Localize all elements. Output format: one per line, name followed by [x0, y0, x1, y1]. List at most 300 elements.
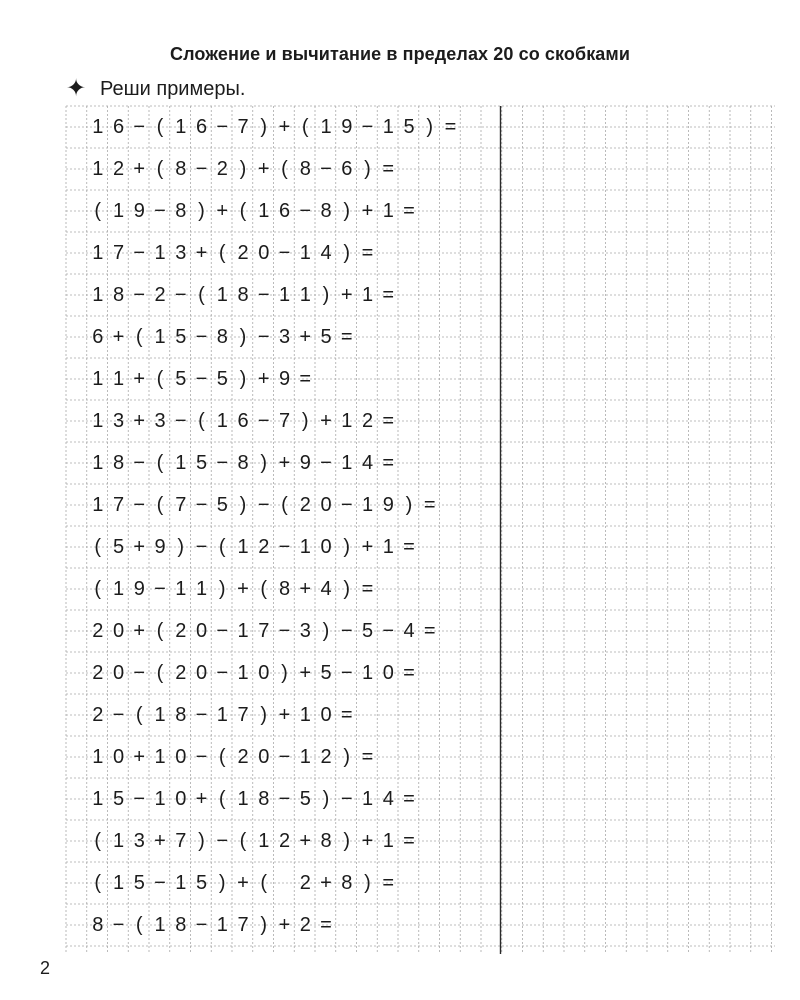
example-symbol: 5 — [112, 788, 125, 810]
example-symbol: − — [133, 494, 146, 516]
example-symbol: 2 — [299, 914, 311, 936]
example-symbol: ( — [239, 830, 247, 852]
example-symbol: 8 — [341, 872, 353, 894]
example-symbol: ( — [156, 368, 164, 390]
example-symbol: ) — [343, 200, 351, 222]
example-row — [0, 316, 800, 358]
example-symbol: 1 — [195, 578, 208, 600]
example-symbol: 2 — [320, 746, 332, 768]
example-symbol: 1 — [92, 242, 104, 264]
example-symbol: − — [257, 410, 270, 432]
example-symbol: − — [216, 662, 229, 684]
example-symbol: 6 — [195, 116, 208, 138]
example-symbol: − — [195, 326, 208, 348]
example-symbol: 2 — [278, 830, 291, 852]
example-symbol: 3 — [112, 410, 125, 432]
example-symbol: − — [340, 620, 353, 642]
example-symbol: = — [340, 326, 353, 348]
example-symbol: 2 — [299, 494, 311, 516]
example-symbol: + — [133, 368, 146, 390]
example-symbol: − — [174, 410, 187, 432]
example-symbol: ( — [260, 578, 268, 600]
example-symbol: 1 — [216, 284, 228, 306]
example-symbol: 2 — [112, 158, 125, 180]
example-symbol: 1 — [258, 200, 270, 222]
example-symbol: 0 — [112, 746, 125, 768]
example-symbol: = — [423, 620, 436, 642]
example-symbol: ) — [343, 242, 351, 264]
example-symbol: 3 — [278, 326, 291, 348]
example-symbol: 1 — [382, 830, 394, 852]
example-symbol: ) — [343, 746, 351, 768]
example-symbol: + — [278, 116, 291, 138]
example-row — [0, 652, 800, 694]
example-symbol — [274, 862, 295, 904]
example-symbol: − — [133, 116, 146, 138]
example-row — [0, 442, 800, 484]
example-symbol: 0 — [382, 662, 394, 684]
example-symbol: − — [340, 494, 353, 516]
example-symbol: 5 — [299, 788, 311, 810]
example-symbol: 8 — [320, 200, 332, 222]
example-symbol: 4 — [320, 242, 332, 264]
example-symbol: 2 — [175, 620, 187, 642]
example-symbol: 8 — [112, 452, 125, 474]
example-symbol: − — [133, 242, 146, 264]
example-symbol: 7 — [258, 620, 270, 642]
example-symbol: 1 — [92, 452, 104, 474]
example-symbol: ) — [260, 116, 268, 138]
example-symbol: 2 — [92, 620, 104, 642]
example-symbol: 0 — [195, 662, 208, 684]
example-symbol: 1 — [92, 494, 104, 516]
page-number: 2 — [40, 958, 51, 978]
example-symbol: = — [382, 452, 395, 474]
example-symbol: = — [444, 116, 457, 138]
example-symbol: 1 — [382, 116, 394, 138]
example-symbol: − — [112, 704, 125, 726]
example-symbol: = — [320, 914, 332, 936]
example-symbol: ) — [260, 914, 268, 936]
example-row — [0, 904, 800, 946]
example-symbol: 6 — [112, 116, 125, 138]
example-symbol: ( — [94, 578, 102, 600]
example-row — [0, 106, 800, 148]
example-symbol: 0 — [195, 620, 208, 642]
example-symbol: 0 — [258, 746, 270, 768]
example-symbol: ) — [260, 704, 268, 726]
example-symbol: + — [154, 830, 166, 852]
example-symbol: ( — [239, 200, 247, 222]
example-symbol: + — [257, 368, 270, 390]
example-symbol: 3 — [154, 410, 166, 432]
example-symbol: − — [361, 116, 374, 138]
example-symbol: 9 — [133, 200, 145, 222]
example-symbol: 8 — [237, 452, 249, 474]
example-symbol: 3 — [133, 830, 145, 852]
example-symbol: = — [423, 494, 436, 516]
example-symbol: 2 — [299, 872, 311, 894]
example-symbol: − — [320, 158, 332, 180]
example-symbol: = — [403, 662, 415, 684]
example-symbol: = — [361, 746, 374, 768]
example-symbol: + — [133, 410, 146, 432]
example-symbol: 1 — [382, 200, 394, 222]
example-symbol: = — [403, 536, 415, 558]
example-symbol: 8 — [175, 704, 187, 726]
example-symbol: 5 — [320, 326, 332, 348]
example-symbol: − — [216, 116, 229, 138]
example-row — [0, 274, 800, 316]
example-symbol: 4 — [403, 620, 415, 642]
example-symbol: + — [299, 830, 312, 852]
example-symbol: 8 — [278, 578, 291, 600]
example-symbol: + — [278, 452, 291, 474]
example-symbol: 1 — [92, 746, 104, 768]
example-symbol: − — [195, 914, 208, 936]
example-symbol: − — [154, 578, 166, 600]
example-symbol: − — [195, 746, 208, 768]
example-symbol: 1 — [361, 788, 374, 810]
example-symbol: 7 — [175, 494, 187, 516]
example-symbol: 1 — [299, 746, 311, 768]
example-symbol: 8 — [175, 914, 187, 936]
example-symbol: = — [299, 368, 312, 390]
example-symbol: + — [278, 914, 291, 936]
example-symbol: 9 — [154, 536, 166, 558]
example-symbol: 7 — [112, 242, 125, 264]
example-symbol: ) — [364, 872, 371, 894]
example-symbol: ( — [94, 200, 102, 222]
example-symbol: 2 — [216, 158, 228, 180]
example-symbol: 1 — [154, 914, 166, 936]
example-symbol: + — [299, 662, 312, 684]
example-symbol: ) — [177, 536, 185, 558]
example-symbol: 2 — [92, 662, 104, 684]
example-symbol: + — [133, 536, 146, 558]
example-symbol: ( — [301, 116, 309, 138]
example-symbol: ( — [218, 242, 226, 264]
example-symbol: − — [133, 452, 146, 474]
example-row — [0, 148, 800, 190]
example-symbol: 1 — [361, 284, 374, 306]
example-symbol: 8 — [92, 914, 104, 936]
example-symbol: 5 — [175, 368, 187, 390]
example-symbol: 8 — [299, 158, 311, 180]
example-symbol: ) — [239, 494, 247, 516]
example-symbol: ( — [135, 914, 143, 936]
example-symbol: 9 — [299, 452, 311, 474]
example-symbol: + — [112, 326, 125, 348]
example-symbol: 5 — [361, 620, 374, 642]
example-symbol: − — [299, 200, 312, 222]
example-symbol: 1 — [216, 914, 228, 936]
example-symbol: 0 — [258, 662, 270, 684]
example-symbol: 0 — [258, 242, 270, 264]
example-symbol: − — [112, 914, 125, 936]
example-symbol: ) — [322, 284, 330, 306]
example-symbol: 0 — [175, 788, 187, 810]
example-symbol: + — [299, 578, 312, 600]
example-symbol: 1 — [175, 116, 187, 138]
example-symbol: − — [257, 326, 270, 348]
example-symbol: 9 — [341, 116, 353, 138]
example-symbol: 4 — [382, 788, 394, 810]
example-symbol: 1 — [299, 284, 311, 306]
example-row — [0, 568, 800, 610]
example-symbol: 6 — [237, 410, 249, 432]
example-symbol: = — [403, 200, 415, 222]
example-symbol: + — [133, 620, 146, 642]
example-symbol: ) — [281, 662, 288, 684]
example-symbol: ( — [281, 158, 288, 180]
example-row — [0, 862, 800, 904]
example-symbol: 2 — [154, 284, 166, 306]
example-symbol: ( — [156, 116, 164, 138]
example-symbol: + — [340, 284, 353, 306]
example-symbol: − — [216, 620, 229, 642]
example-symbol: ) — [218, 578, 226, 600]
example-symbol: − — [133, 662, 146, 684]
example-symbol: 1 — [216, 410, 228, 432]
example-symbol: ( — [135, 326, 143, 348]
example-symbol: 1 — [175, 452, 187, 474]
example-symbol: = — [403, 830, 415, 852]
example-symbol: ( — [198, 284, 205, 306]
example-symbol: ( — [156, 662, 164, 684]
example-symbol: ( — [156, 158, 164, 180]
example-symbol: 1 — [112, 368, 125, 390]
example-row — [0, 526, 800, 568]
example-symbol: 8 — [175, 158, 187, 180]
example-symbol: 5 — [195, 872, 208, 894]
example-symbol: ) — [239, 326, 247, 348]
example-symbol: − — [278, 620, 291, 642]
example-symbol: 1 — [320, 116, 332, 138]
example-symbol: 5 — [175, 326, 187, 348]
example-symbol: 2 — [92, 704, 104, 726]
example-symbol: 2 — [175, 662, 187, 684]
example-symbol: 9 — [382, 494, 394, 516]
example-symbol: ) — [301, 410, 309, 432]
example-symbol: = — [361, 242, 374, 264]
example-symbol: 1 — [278, 284, 291, 306]
example-symbol: ) — [343, 830, 351, 852]
worksheet-title: Сложение и вычитание в пределах 20 со скобками — [170, 44, 630, 64]
example-symbol: ) — [239, 368, 247, 390]
example-symbol: 1 — [112, 872, 125, 894]
example-symbol: − — [195, 368, 208, 390]
example-symbol: − — [382, 620, 395, 642]
example-symbol: 8 — [175, 200, 187, 222]
example-symbol: 1 — [154, 788, 166, 810]
example-row — [0, 694, 800, 736]
example-symbol: ) — [322, 788, 330, 810]
example-symbol: 8 — [112, 284, 125, 306]
example-symbol: ) — [218, 872, 226, 894]
example-symbol: ( — [135, 704, 143, 726]
example-symbol: 5 — [216, 368, 228, 390]
example-symbol: 1 — [237, 788, 249, 810]
example-symbol: 0 — [112, 620, 125, 642]
example-symbol: 1 — [237, 662, 249, 684]
example-symbol: = — [382, 872, 395, 894]
example-symbol: + — [133, 158, 146, 180]
example-symbol: ( — [260, 872, 268, 894]
example-symbol: − — [340, 788, 353, 810]
example-symbol: 3 — [175, 242, 187, 264]
example-symbol: 8 — [216, 326, 228, 348]
example-symbol: ( — [156, 494, 164, 516]
example-symbol: 5 — [133, 872, 145, 894]
example-symbol: + — [237, 578, 249, 600]
example-row — [0, 358, 800, 400]
example-symbol: 5 — [112, 536, 125, 558]
example-symbol: ) — [405, 494, 413, 516]
example-symbol: − — [216, 452, 229, 474]
example-symbol: = — [382, 284, 395, 306]
example-symbol: − — [216, 830, 229, 852]
example-symbol: 1 — [299, 536, 311, 558]
example-symbol: − — [154, 200, 166, 222]
example-symbol: ( — [281, 494, 288, 516]
example-symbol: 7 — [237, 116, 249, 138]
example-symbol: 0 — [320, 536, 332, 558]
example-symbol: 0 — [112, 662, 125, 684]
example-symbol: + — [257, 158, 270, 180]
example-symbol: − — [195, 158, 208, 180]
example-symbol: − — [133, 788, 146, 810]
example-symbol: + — [216, 200, 229, 222]
example-symbol: ( — [94, 830, 102, 852]
example-row — [0, 190, 800, 232]
example-symbol: 1 — [175, 872, 187, 894]
example-symbol: − — [174, 284, 187, 306]
four-pointed-star-icon: ✦ — [66, 75, 87, 102]
example-symbol: 5 — [216, 494, 228, 516]
example-symbol: 4 — [361, 452, 374, 474]
example-symbol: − — [195, 704, 208, 726]
example-symbol: = — [403, 788, 415, 810]
example-symbol: ( — [94, 536, 102, 558]
example-symbol: − — [257, 494, 270, 516]
example-symbol: 6 — [278, 200, 291, 222]
example-symbol: 1 — [237, 620, 249, 642]
example-symbol: ( — [218, 536, 226, 558]
example-symbol: = — [382, 410, 395, 432]
example-symbol: 1 — [341, 410, 353, 432]
example-symbol: 1 — [175, 578, 187, 600]
example-row — [0, 400, 800, 442]
example-symbol: ) — [260, 452, 268, 474]
example-row — [0, 820, 800, 862]
example-symbol: 1 — [112, 830, 125, 852]
example-symbol: 1 — [361, 494, 374, 516]
example-symbol: + — [195, 788, 208, 810]
example-symbol: = — [382, 158, 395, 180]
example-symbol: 1 — [112, 578, 125, 600]
example-symbol: 2 — [237, 746, 249, 768]
example-symbol: ) — [198, 200, 205, 222]
example-symbol: 1 — [92, 368, 104, 390]
example-symbol: − — [278, 788, 291, 810]
example-symbol: 8 — [320, 830, 332, 852]
example-symbol: 1 — [92, 284, 104, 306]
example-symbol: ( — [156, 452, 164, 474]
example-symbol: ) — [239, 158, 247, 180]
example-row — [0, 778, 800, 820]
example-symbol: + — [320, 872, 332, 894]
example-symbol: 1 — [361, 662, 374, 684]
example-symbol: − — [278, 746, 291, 768]
example-symbol: 1 — [341, 452, 353, 474]
example-symbol: 4 — [320, 578, 332, 600]
example-symbol: ) — [426, 116, 434, 138]
example-symbol: 7 — [175, 830, 187, 852]
example-symbol: 1 — [299, 704, 311, 726]
example-symbol: 1 — [92, 116, 104, 138]
example-symbol: − — [195, 494, 208, 516]
example-symbol: 6 — [92, 326, 104, 348]
example-symbol: 1 — [154, 326, 166, 348]
example-symbol: 1 — [382, 536, 394, 558]
example-symbol: 1 — [237, 536, 249, 558]
example-symbol: 9 — [278, 368, 291, 390]
example-symbol: 1 — [216, 704, 228, 726]
example-symbol: − — [340, 662, 353, 684]
example-symbol: 0 — [320, 494, 332, 516]
example-symbol: 8 — [237, 284, 249, 306]
example-symbol: − — [133, 284, 146, 306]
example-symbol: 1 — [154, 746, 166, 768]
example-symbol: ( — [198, 410, 205, 432]
example-symbol: = — [361, 578, 374, 600]
example-symbol: 1 — [92, 410, 104, 432]
example-symbol: − — [320, 452, 332, 474]
example-symbol: ) — [198, 830, 205, 852]
example-row — [0, 736, 800, 778]
instruction-text: Реши примеры. — [100, 77, 246, 100]
example-symbol: 3 — [299, 620, 311, 642]
example-symbol: + — [299, 326, 312, 348]
example-symbol: ) — [343, 578, 351, 600]
example-symbol: ) — [322, 620, 330, 642]
example-symbol: 7 — [278, 410, 291, 432]
example-symbol: 5 — [195, 452, 208, 474]
example-symbol: 5 — [320, 662, 332, 684]
example-symbol: 7 — [112, 494, 125, 516]
example-symbol: + — [278, 704, 291, 726]
example-symbol: 2 — [361, 410, 374, 432]
example-symbol: + — [237, 872, 249, 894]
example-symbol: 1 — [92, 788, 104, 810]
example-symbol: − — [278, 536, 291, 558]
example-row — [0, 610, 800, 652]
example-symbol: 8 — [258, 788, 270, 810]
example-symbol: − — [154, 872, 166, 894]
example-symbol: 1 — [92, 158, 104, 180]
example-symbol: + — [195, 242, 208, 264]
example-symbol: + — [361, 200, 374, 222]
example-symbol: 1 — [154, 242, 166, 264]
example-symbol: − — [257, 284, 270, 306]
example-symbol: + — [320, 410, 332, 432]
example-symbol: 0 — [175, 746, 187, 768]
example-symbol: + — [361, 536, 374, 558]
example-row — [0, 484, 800, 526]
example-symbol: 1 — [299, 242, 311, 264]
example-symbol: ( — [156, 620, 164, 642]
